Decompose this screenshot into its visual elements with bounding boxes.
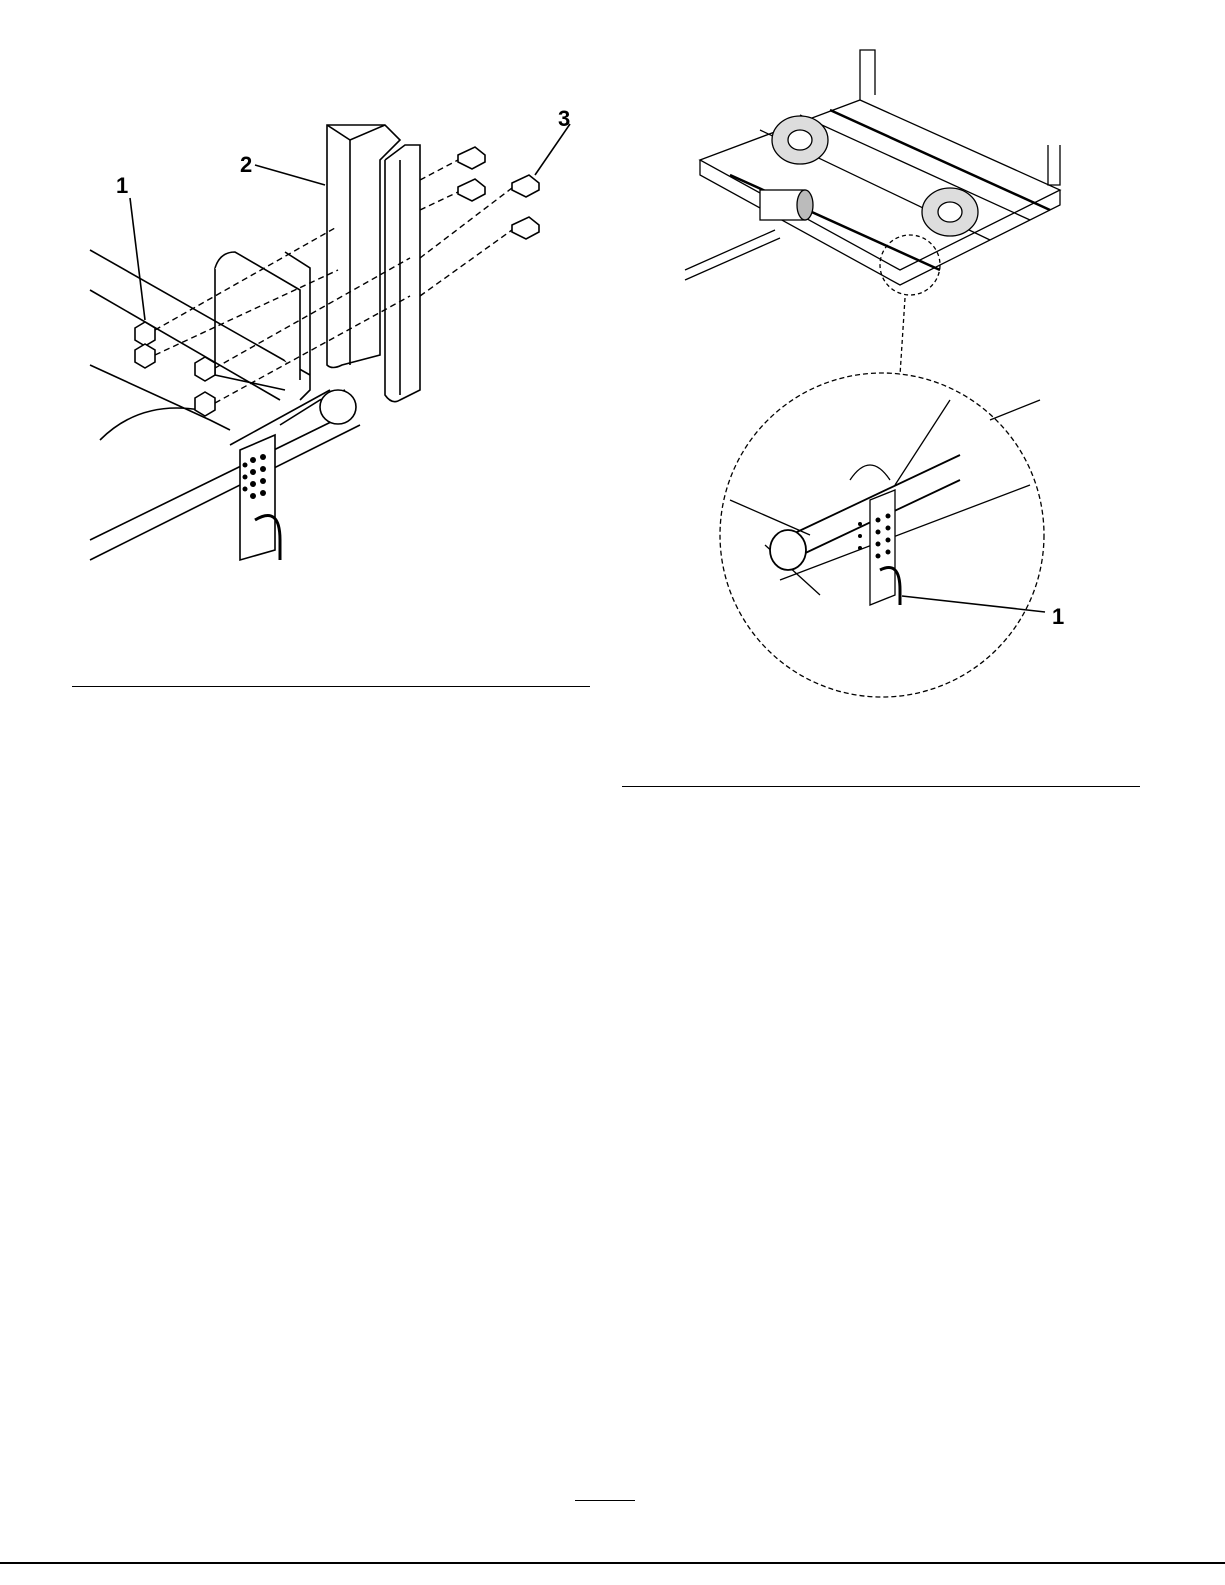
callout-3-left: 3	[558, 106, 571, 131]
callout-1-right: 1	[1052, 604, 1065, 629]
nut-group	[135, 322, 215, 416]
bolt-group	[458, 147, 539, 239]
assembly-illustration-right	[660, 40, 1130, 700]
figure-left-caption-rule	[72, 686, 590, 687]
callout-1-left: 1	[116, 173, 129, 198]
page-bottom-rule	[0, 1562, 1225, 1564]
callout-2-left: 2	[240, 152, 253, 177]
figure-right-caption-rule	[622, 786, 1140, 787]
page-number-rule	[575, 1500, 635, 1501]
figure-left	[80, 100, 600, 570]
assembly-illustration-left	[80, 100, 600, 570]
figure-right	[660, 40, 1130, 700]
